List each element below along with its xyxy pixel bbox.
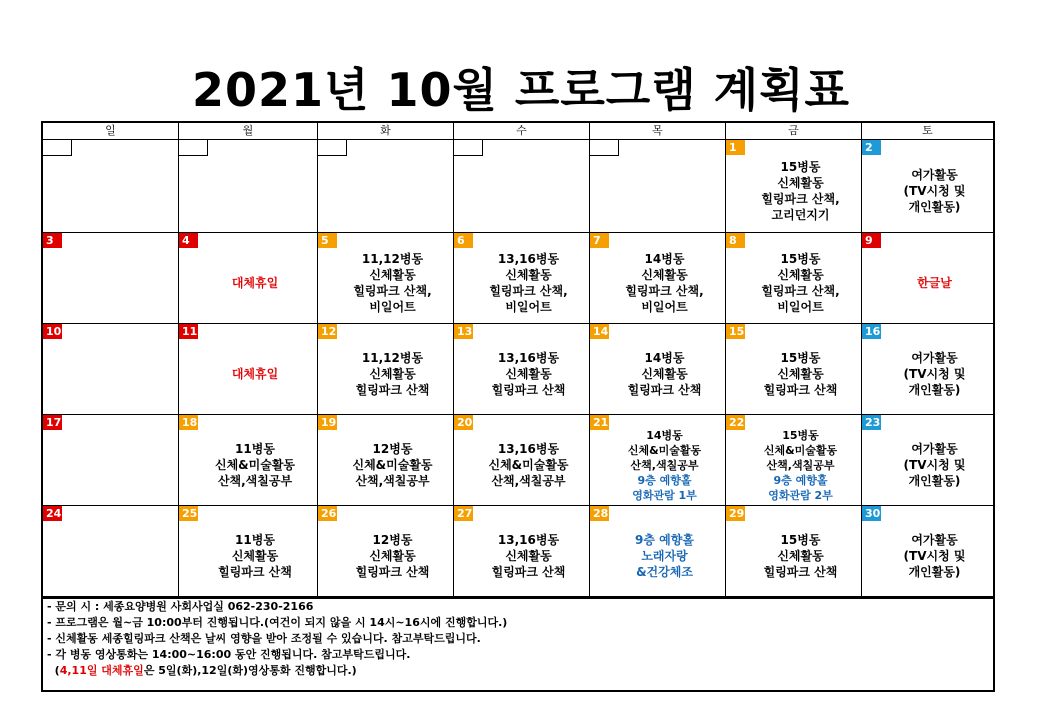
program-line: 신체활동 — [777, 549, 824, 563]
program-line: 힐링파크 산책, — [353, 284, 432, 298]
program-line: 신체활동 — [777, 176, 824, 190]
program-line: 15병동 — [780, 351, 821, 365]
day-cell — [43, 233, 179, 324]
program-line: 비일어트 — [369, 300, 416, 314]
weekday-label: 토 — [862, 123, 993, 140]
week-row — [43, 506, 993, 597]
day-cell — [179, 233, 318, 324]
day-program — [468, 516, 589, 596]
day-cell — [862, 233, 993, 324]
day-cell — [726, 140, 862, 233]
program-line: 신체활동 — [505, 268, 552, 282]
program-line: 여가활동 — [911, 442, 958, 456]
week-row — [43, 233, 993, 324]
program-line: 11,12병동 — [361, 351, 424, 365]
day-program — [332, 334, 453, 414]
program-line: 신체활동 — [369, 367, 416, 381]
day-number — [43, 140, 72, 156]
day-cell — [454, 506, 590, 597]
day-number: 23 — [862, 415, 881, 430]
day-cell — [726, 324, 862, 415]
program-line: 신체&미술활동 — [488, 458, 569, 472]
note-line: - 문의 시 : 세종요양병원 사회사업실 062-230-2166 — [47, 600, 314, 613]
day-number: 29 — [726, 506, 745, 521]
day-program — [740, 243, 861, 323]
note-holiday-red: 4,11일 대체휴일 — [59, 664, 144, 677]
day-number — [454, 140, 483, 156]
program-line: (TV시청 및 — [903, 549, 966, 563]
day-cell — [43, 324, 179, 415]
day-number: 11 — [179, 324, 198, 339]
note-holiday — [47, 663, 993, 679]
day-program — [876, 243, 993, 323]
day-cell — [590, 140, 726, 233]
note-holiday-open: ( — [54, 664, 60, 677]
day-number: 14 — [590, 324, 609, 339]
day-program — [468, 243, 589, 323]
day-cell — [726, 506, 862, 597]
program-line: 영화관람 2부 — [768, 488, 833, 502]
program-line: 힐링파크 산책, — [625, 284, 704, 298]
note-line: - 프로그램은 월~금 10:00부터 진행됩니다.(여건이 되지 않을 시 14시~16시에 진행합니다.) — [47, 616, 508, 629]
program-line: 개인활동) — [908, 383, 961, 397]
program-line: 신체&미술활동 — [763, 443, 838, 457]
program-line: 힐링파크 산책 — [218, 565, 292, 579]
day-program — [604, 243, 725, 323]
program-line: 15병동 — [782, 428, 819, 442]
program-line: 영화관람 1부 — [632, 488, 697, 502]
day-program — [604, 334, 725, 414]
day-cell — [318, 506, 454, 597]
day-cell — [726, 415, 862, 506]
day-program — [468, 425, 589, 505]
day-program — [740, 516, 861, 596]
program-line: 개인활동) — [908, 200, 961, 214]
week-row — [43, 324, 993, 415]
day-number: 1 — [726, 140, 745, 155]
day-cell — [454, 415, 590, 506]
day-number: 17 — [43, 415, 62, 430]
day-cell — [590, 415, 726, 506]
day-program — [332, 516, 453, 596]
day-number: 19 — [318, 415, 337, 430]
day-number: 8 — [726, 233, 745, 248]
program-line: 비일어트 — [777, 300, 824, 314]
day-program — [876, 150, 993, 232]
day-cell — [454, 233, 590, 324]
program-line: 한글날 — [917, 276, 952, 290]
day-cell — [179, 415, 318, 506]
day-program — [468, 334, 589, 414]
program-line: 11,12병동 — [361, 252, 424, 266]
program-line: (TV시청 및 — [903, 184, 966, 198]
program-line: 힐링파크 산책, — [489, 284, 568, 298]
program-line: 고리던지기 — [771, 208, 830, 222]
program-line: 힐링파크 산책 — [627, 383, 702, 397]
day-number: 30 — [862, 506, 881, 521]
week-row — [43, 140, 993, 233]
day-cell — [43, 140, 179, 233]
note-holiday-rest: 은 5일(화),12일(화)영상통화 진행합니다.) — [143, 664, 357, 677]
day-cell — [454, 324, 590, 415]
program-line: 신체&미술활동 — [352, 458, 433, 472]
program-line: 신체활동 — [231, 549, 279, 563]
weekday-label: 일 — [43, 123, 179, 140]
program-line: 대체휴일 — [231, 276, 279, 290]
day-number: 5 — [318, 233, 337, 248]
day-cell — [862, 140, 993, 233]
day-program — [740, 150, 861, 232]
weekday-label: 수 — [454, 123, 590, 140]
day-number: 16 — [862, 324, 881, 339]
weekday-header — [43, 123, 993, 140]
day-number: 21 — [590, 415, 609, 430]
notes-list — [47, 599, 993, 663]
note-line: - 각 병동 영상통화는 14:00~16:00 동안 진행됩니다. 참고부탁드립니다. — [47, 648, 411, 661]
program-line: 신체&미술활동 — [627, 443, 702, 457]
day-number: 22 — [726, 415, 745, 430]
day-cell — [318, 324, 454, 415]
program-line: 산책,색칠공부 — [217, 474, 293, 488]
day-cell — [590, 506, 726, 597]
program-line: 힐링파크 산책, — [761, 192, 840, 206]
program-line: 신체활동 — [641, 367, 688, 381]
day-number: 24 — [43, 506, 62, 521]
day-number: 25 — [179, 506, 198, 521]
day-program — [876, 334, 993, 414]
day-number: 9 — [862, 233, 881, 248]
program-line: 여가활동 — [911, 533, 958, 547]
program-line: 9층 예향홀 — [637, 473, 692, 487]
program-line: 13,16병동 — [497, 533, 560, 547]
day-number — [590, 140, 619, 156]
program-line: 9층 예향홀 — [773, 473, 828, 487]
program-line: 신체&미술활동 — [214, 458, 296, 472]
day-cell — [454, 140, 590, 233]
program-line: 산책,색칠공부 — [491, 474, 566, 488]
week-row — [43, 415, 993, 506]
program-line: 노래자랑 — [641, 549, 688, 563]
program-line: 신체활동 — [777, 367, 824, 381]
day-program — [193, 425, 317, 505]
day-program — [332, 425, 453, 505]
program-line: 힐링파크 산책, — [761, 284, 840, 298]
day-number — [318, 140, 347, 156]
program-line: 비일어트 — [641, 300, 688, 314]
day-program — [193, 334, 317, 414]
weekday-label: 금 — [726, 123, 862, 140]
program-line: 14병동 — [644, 252, 685, 266]
weekday-label: 화 — [318, 123, 454, 140]
day-number: 28 — [590, 506, 609, 521]
program-line: 9층 예향홀 — [635, 533, 694, 547]
day-cell — [862, 415, 993, 506]
page-title: 2021년 10월 프로그램 계획표 — [191, 63, 850, 117]
program-line: 여가활동 — [911, 351, 958, 365]
day-cell — [590, 324, 726, 415]
day-cell — [43, 506, 179, 597]
program-line: 14병동 — [644, 351, 685, 365]
day-program — [876, 516, 993, 596]
program-line: 힐링파크 산책 — [763, 383, 838, 397]
program-line: 비일어트 — [505, 300, 552, 314]
program-line: 신체활동 — [369, 268, 416, 282]
program-line: 13,16병동 — [497, 442, 560, 456]
program-line: 힐링파크 산책 — [763, 565, 838, 579]
program-line: 힐링파크 산책 — [491, 565, 566, 579]
program-line: 대체휴일 — [231, 367, 279, 381]
day-cell — [318, 415, 454, 506]
day-program — [604, 516, 725, 596]
program-line: 힐링파크 산책 — [355, 383, 430, 397]
day-cell — [862, 324, 993, 415]
day-program — [604, 425, 725, 505]
program-line: &건강체조 — [636, 565, 693, 579]
day-number: 6 — [454, 233, 473, 248]
day-cell — [179, 506, 318, 597]
day-program — [740, 425, 861, 505]
program-line: 신체활동 — [505, 367, 552, 381]
day-number: 4 — [179, 233, 198, 248]
program-line: 15병동 — [780, 160, 821, 174]
program-line: 15병동 — [780, 533, 821, 547]
program-line: 신체활동 — [641, 268, 688, 282]
program-line: 개인활동) — [908, 565, 961, 579]
day-cell — [726, 233, 862, 324]
day-cell — [179, 324, 318, 415]
day-number: 7 — [590, 233, 609, 248]
day-number: 10 — [43, 324, 62, 339]
weekday-label: 목 — [590, 123, 726, 140]
day-number: 18 — [179, 415, 198, 430]
day-number: 13 — [454, 324, 473, 339]
program-line: 12병동 — [372, 533, 413, 547]
day-program — [193, 243, 317, 323]
day-number: 20 — [454, 415, 473, 430]
program-line: 15병동 — [780, 252, 821, 266]
program-line: 14병동 — [646, 428, 683, 442]
day-program — [193, 516, 317, 596]
program-line: 산책,색칠공부 — [630, 458, 699, 472]
day-program — [740, 334, 861, 414]
day-program — [332, 243, 453, 323]
program-line: 13,16병동 — [497, 252, 560, 266]
program-line: 개인활동) — [908, 474, 961, 488]
calendar-weeks — [43, 140, 993, 597]
day-number: 27 — [454, 506, 473, 521]
program-line: 11병동 — [235, 442, 275, 456]
day-cell — [179, 140, 318, 233]
program-line: 신체활동 — [369, 549, 416, 563]
day-cell — [590, 233, 726, 324]
program-line: 여가활동 — [911, 168, 958, 182]
program-line: 신체활동 — [777, 268, 824, 282]
program-line: 힐링파크 산책 — [491, 383, 566, 397]
program-line: 12병동 — [372, 442, 413, 456]
day-program — [876, 425, 993, 505]
day-number: 26 — [318, 506, 337, 521]
notes-box — [41, 596, 995, 692]
day-cell — [318, 140, 454, 233]
program-line: 13,16병동 — [497, 351, 560, 365]
program-line: (TV시청 및 — [903, 458, 966, 472]
day-cell — [862, 506, 993, 597]
weekday-label: 월 — [179, 123, 318, 140]
day-cell — [318, 233, 454, 324]
day-number: 3 — [43, 233, 62, 248]
day-number — [179, 140, 208, 156]
program-line: 산책,색칠공부 — [766, 458, 835, 472]
program-line: 신체활동 — [505, 549, 552, 563]
day-number: 15 — [726, 324, 745, 339]
program-line: 11병동 — [235, 533, 275, 547]
program-line: (TV시청 및 — [903, 367, 966, 381]
note-line: - 신체활동 세종힐링파크 산책은 날씨 영향을 받아 조정될 수 있습니다. 참고부탁드립니다. — [47, 632, 481, 645]
program-line: 힐링파크 산책 — [355, 565, 430, 579]
day-cell — [43, 415, 179, 506]
day-number: 2 — [862, 140, 881, 155]
day-number: 12 — [318, 324, 337, 339]
program-line: 산책,색칠공부 — [355, 474, 430, 488]
calendar — [41, 121, 995, 599]
